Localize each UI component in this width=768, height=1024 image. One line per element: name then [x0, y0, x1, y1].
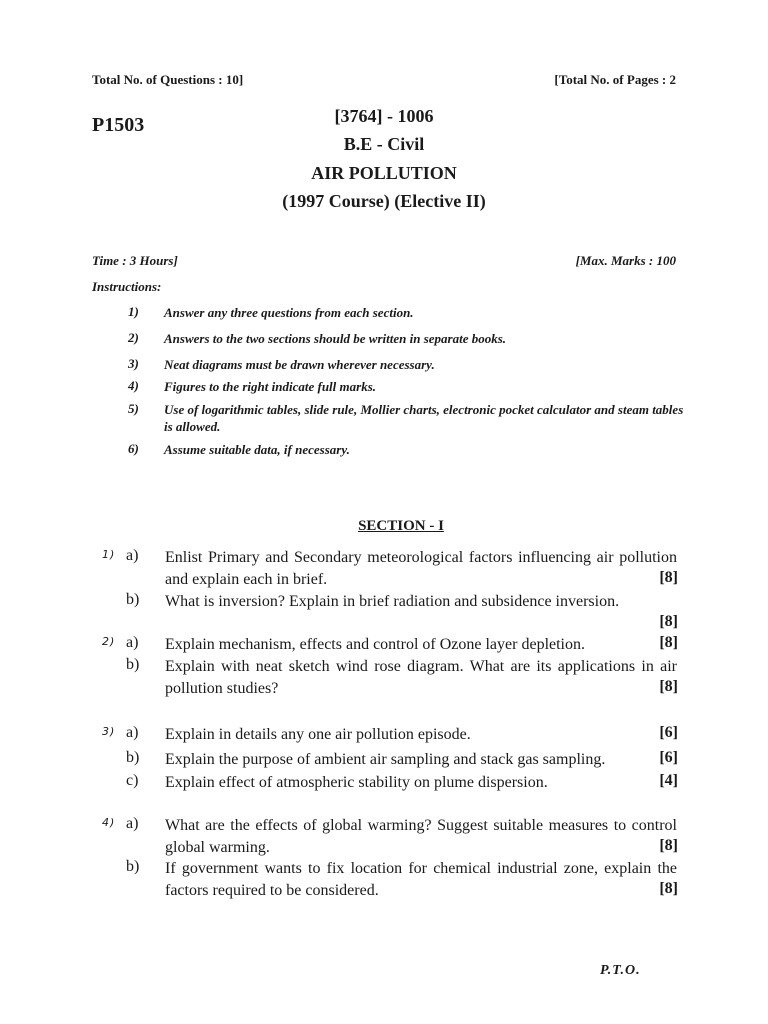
instruction-text: Neat diagrams must be drawn wherever necessary. [164, 357, 435, 372]
instruction-number: 4) [128, 378, 139, 393]
instruction-text: Assume suitable data, if necessary. [164, 442, 350, 457]
instructions-label: Instructions: [92, 279, 162, 294]
question-text: Explain with neat sketch wind rose diagram. What are its applications in air pollution studies? [165, 658, 677, 697]
subject-title: AIR POLLUTION [311, 163, 457, 183]
question-marks: [8] [659, 880, 678, 897]
instruction-text: Answers to the two sections should be written in separate books. [164, 331, 507, 346]
question-marks: [8] [659, 613, 678, 630]
question-text: Explain in details any one air pollution episode. [165, 726, 471, 743]
course-info: (1997 Course) (Elective II) [282, 191, 486, 211]
question-number: 1) [102, 548, 116, 561]
exam-code: [3764] - 1006 [334, 106, 434, 126]
question-marks: [6] [659, 724, 678, 741]
instruction-text: Use of logarithmic tables, slide rule, Mollier charts, electronic pocket calculator and steam tables is allowed. [164, 402, 684, 434]
question-marks: [6] [659, 749, 678, 766]
max-marks: [Max. Marks : 100 [575, 253, 676, 268]
instruction-number: 2) [128, 330, 139, 345]
pto-label: P.T.O. [600, 963, 641, 978]
question-number: 4) [102, 816, 116, 829]
time-limit: Time : 3 Hours] [92, 253, 178, 268]
instruction-number: 3) [128, 356, 139, 371]
question-part: b) [126, 749, 140, 766]
question-marks: [8] [659, 634, 678, 651]
paper-code: P1503 [92, 114, 145, 136]
question-marks: [8] [659, 837, 678, 854]
question-marks: [8] [659, 678, 678, 695]
question-part: b) [126, 656, 140, 673]
question-part: b) [126, 858, 140, 875]
total-questions: Total No. of Questions : 10] [92, 72, 244, 87]
question-text: What are the effects of global warming? Suggest suitable measures to control global warming. [165, 817, 677, 856]
question-text: If government wants to fix location for chemical industrial zone, explain the factors required to be considered. [165, 860, 677, 899]
question-part: a) [126, 547, 139, 564]
question-text: Explain mechanism, effects and control of Ozone layer depletion. [165, 636, 585, 653]
question-number: 3) [102, 725, 116, 738]
question-part: b) [126, 591, 140, 608]
question-part: a) [126, 634, 139, 651]
total-pages: [Total No. of Pages : 2 [554, 72, 676, 87]
instruction-number: 1) [128, 304, 139, 319]
instruction-number: 5) [128, 401, 139, 416]
instruction-text: Figures to the right indicate full marks. [164, 379, 377, 394]
branch: B.E - Civil [343, 134, 425, 154]
question-text: Enlist Primary and Secondary meteorological factors influencing air pollution and explain each in brief. [165, 549, 677, 588]
section-title: SECTION - I [358, 518, 444, 534]
instruction-text: Answer any three questions from each section. [164, 305, 414, 320]
question-part: a) [126, 815, 139, 832]
question-marks: [8] [659, 569, 678, 586]
instruction-number: 6) [128, 441, 139, 456]
question-text: Explain effect of atmospheric stability on plume dispersion. [165, 774, 548, 791]
question-number: 2) [102, 635, 116, 648]
question-text: Explain the purpose of ambient air sampling and stack gas sampling. [165, 751, 606, 768]
question-marks: [4] [659, 772, 678, 789]
question-text: What is inversion? Explain in brief radiation and subsidence inversion. [165, 593, 620, 610]
question-part: a) [126, 724, 139, 741]
question-part: c) [126, 772, 139, 789]
